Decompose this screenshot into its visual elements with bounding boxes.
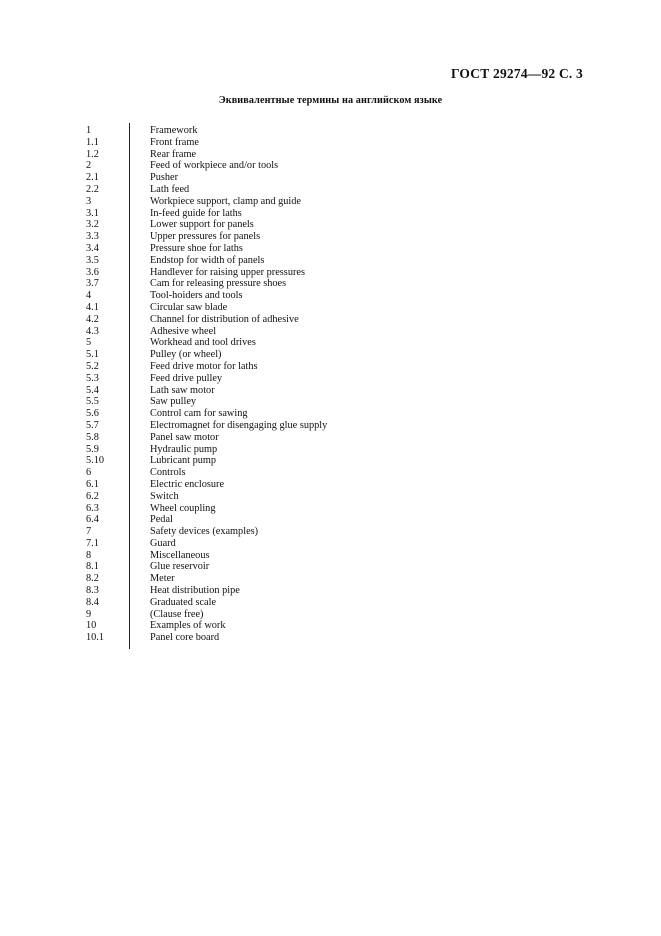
term-number: 4.2	[86, 313, 99, 325]
term-row	[86, 208, 506, 220]
term-number: 5.5	[86, 396, 99, 408]
term-number: 5.3	[86, 372, 99, 384]
term-number: 5.7	[86, 419, 99, 431]
term-number: 1.1	[86, 136, 99, 148]
term-name: Graduated scale	[150, 596, 217, 608]
term-number: 8.1	[86, 561, 99, 573]
term-row	[86, 267, 506, 279]
term-name: Safety devices (examples)	[150, 526, 259, 538]
term-name: Controls	[150, 467, 186, 479]
term-name: Lower support for panels	[150, 219, 254, 231]
term-number: 8.4	[86, 596, 99, 608]
terms-table	[86, 125, 506, 644]
term-row	[86, 420, 506, 432]
term-name: Endstop for width of panels	[150, 254, 265, 266]
term-number: 4.3	[86, 325, 99, 337]
term-row	[86, 432, 506, 444]
term-number: 5.2	[86, 360, 99, 372]
term-name: Switch	[150, 490, 179, 502]
term-name: Examples of work	[150, 620, 226, 632]
term-name: Adhesive wheel	[150, 325, 217, 337]
term-row	[86, 550, 506, 562]
term-number: 5.8	[86, 431, 99, 443]
term-name: Rear frame	[150, 148, 197, 160]
term-row	[86, 125, 506, 137]
term-name: (Clause free)	[150, 608, 204, 620]
term-name: Pressure shoe for laths	[150, 242, 243, 254]
term-name: Panel saw motor	[150, 431, 219, 443]
term-row	[86, 196, 506, 208]
term-name: Lath saw motor	[150, 384, 215, 396]
term-name: Circular saw blade	[150, 301, 228, 313]
term-row	[86, 408, 506, 420]
term-number: 5	[86, 337, 92, 349]
term-row	[86, 290, 506, 302]
term-number: 8	[86, 549, 92, 561]
term-number: 5.1	[86, 349, 99, 361]
term-number: 7.1	[86, 537, 99, 549]
term-number: 4.1	[86, 301, 99, 313]
term-name: In-feed guide for laths	[150, 207, 242, 219]
term-name: Upper pressures for panels	[150, 231, 261, 243]
term-row	[86, 172, 506, 184]
term-name: Front frame	[150, 136, 199, 148]
term-name: Electromagnet for disengaging glue supply	[150, 419, 328, 431]
term-name: Saw pulley	[150, 396, 197, 408]
term-number: 10.1	[86, 632, 105, 644]
term-name: Pedal	[150, 514, 173, 526]
term-row	[86, 573, 506, 585]
term-name: Feed of workpiece and/or tools	[150, 160, 279, 172]
term-row	[86, 455, 506, 467]
term-name: Glue reservoir	[150, 561, 210, 573]
term-number: 3.1	[86, 207, 99, 219]
term-number: 3.7	[86, 278, 99, 290]
term-number: 8.3	[86, 585, 99, 597]
term-row	[86, 349, 506, 361]
term-number: 4	[86, 290, 92, 302]
term-number: 6.2	[86, 490, 99, 502]
term-row	[86, 255, 506, 267]
term-name: Control cam for sawing	[150, 408, 248, 420]
term-row	[86, 219, 506, 231]
term-name: Handlever for raising upper pressures	[150, 266, 305, 278]
term-name: Hydraulic pump	[150, 443, 218, 455]
term-number: 6.4	[86, 514, 99, 526]
term-number: 5.4	[86, 384, 99, 396]
term-number: 5.9	[86, 443, 99, 455]
term-name: Panel core board	[150, 632, 220, 644]
term-number: 3.2	[86, 219, 99, 231]
term-number: 1	[86, 125, 92, 136]
term-row	[86, 278, 506, 290]
term-name: Lubricant pump	[150, 455, 217, 467]
term-row	[86, 632, 506, 644]
term-row	[86, 361, 506, 373]
term-row	[86, 585, 506, 597]
section-title: Эквивалентные термины на английском языке	[218, 95, 443, 106]
term-row	[86, 231, 506, 243]
term-name: Workhead and tool drives	[150, 337, 256, 349]
term-row	[86, 149, 506, 161]
term-row	[86, 137, 506, 149]
term-name: Cam for releasing pressure shoes	[150, 278, 287, 290]
term-row	[86, 302, 506, 314]
term-row	[86, 385, 506, 397]
term-number: 3.3	[86, 231, 99, 243]
term-name: Workpiece support, clamp and guide	[150, 195, 302, 207]
term-name: Pulley (or wheel)	[150, 349, 222, 361]
term-number: 7	[86, 526, 92, 538]
term-name: Lath feed	[150, 183, 190, 195]
term-name: Heat distribution pipe	[150, 585, 240, 597]
term-row	[86, 243, 506, 255]
term-row	[86, 609, 506, 621]
term-number: 3.4	[86, 242, 99, 254]
term-number: 2.2	[86, 183, 99, 195]
term-row	[86, 620, 506, 632]
term-name: Electric enclosure	[150, 478, 225, 490]
term-number: 6.1	[86, 478, 99, 490]
term-row	[86, 314, 506, 326]
term-number: 5.10	[86, 455, 105, 467]
term-name: Pusher	[150, 172, 179, 184]
term-name: Wheel coupling	[150, 502, 216, 514]
term-row	[86, 561, 506, 573]
term-row	[86, 326, 506, 338]
term-number: 2	[86, 160, 92, 172]
term-row	[86, 526, 506, 538]
term-row	[86, 444, 506, 456]
term-name: Channel for distribution of adhesive	[150, 313, 299, 325]
term-row	[86, 467, 506, 479]
term-number: 3.6	[86, 266, 99, 278]
term-row	[86, 396, 506, 408]
term-number: 8.2	[86, 573, 99, 585]
term-name: Meter	[150, 573, 175, 585]
term-name: Feed drive pulley	[150, 372, 223, 384]
term-row	[86, 184, 506, 196]
term-number: 3.5	[86, 254, 99, 266]
term-row	[86, 597, 506, 609]
term-number: 6.3	[86, 502, 99, 514]
page-header: ГОСТ 29274—92 С. 3	[450, 66, 583, 81]
term-number: 5.6	[86, 408, 99, 420]
term-name: Miscellaneous	[150, 549, 210, 561]
term-name: Guard	[150, 537, 176, 549]
term-row	[86, 503, 506, 515]
term-row	[86, 514, 506, 526]
term-row	[86, 479, 506, 491]
term-number: 10	[86, 620, 97, 632]
term-row	[86, 337, 506, 349]
term-name: Framework	[150, 125, 198, 136]
term-row	[86, 160, 506, 172]
term-number: 3	[86, 195, 92, 207]
term-row	[86, 491, 506, 503]
term-name: Tool-hoiders and tools	[150, 290, 243, 302]
term-number: 6	[86, 467, 92, 479]
term-number: 9	[86, 608, 92, 620]
term-number: 1.2	[86, 148, 99, 160]
term-row	[86, 373, 506, 385]
term-name: Feed drive motor for laths	[150, 360, 258, 372]
term-row	[86, 538, 506, 550]
term-number: 2.1	[86, 172, 99, 184]
